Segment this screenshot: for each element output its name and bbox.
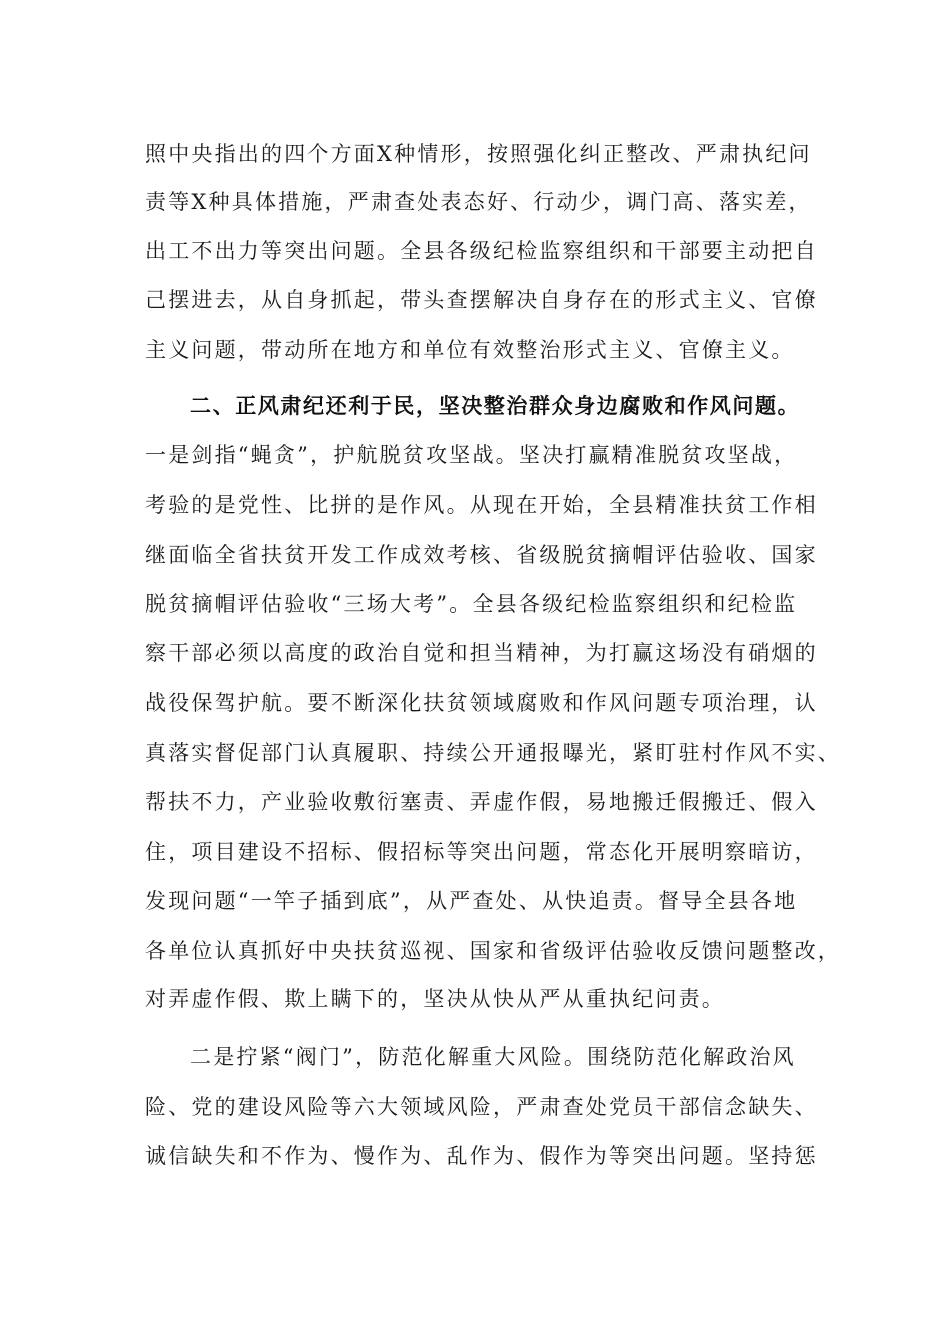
paragraph-line: 照中央指出的四个方面X种情形，按照强化纠正整改、严肃执纪问 bbox=[145, 142, 812, 166]
paragraph-line: 察干部必须以高度的政治自觉和担当精神，为打赢这场没有硝烟的 bbox=[145, 641, 818, 665]
section-heading: 二、正风肃纪还利于民，坚决整治群众身边腐败和作风问题。 bbox=[190, 394, 801, 418]
paragraph-line: 己摆进去，从自身抓起，带头查摆解决自身存在的形式主义、官僚 bbox=[145, 288, 818, 312]
paragraph-line: 继面临全省扶贫开发工作成效考核、省级脱贫摘帽评估验收、国家 bbox=[145, 543, 818, 567]
paragraph-line: 住，项目建设不招标、假招标等突出问题，常态化开展明察暗访， bbox=[145, 840, 818, 864]
paragraph-line: 二是拧紧“阀门”，防范化解重大风险。围绕防范化解政治风 bbox=[190, 1045, 796, 1069]
paragraph-line: 各单位认真抓好中央扶贫巡视、国家和省级评估验收反馈问题整改， bbox=[145, 939, 841, 963]
paragraph-line: 一是剑指“蝇贪”，护航脱贫攻坚战。坚决打赢精准脱贫攻坚战， bbox=[145, 443, 798, 467]
paragraph-line: 帮扶不力，产业验收敷衍塞责、弄虚作假，易地搬迁假搬迁、假入 bbox=[145, 790, 818, 814]
paragraph-line: 发现问题“一竿子插到底”，从严查处、从快追责。督导全县各地 bbox=[145, 889, 798, 913]
paragraph-line: 险、党的建设风险等六大领域风险，严肃查处党员干部信念缺失、 bbox=[145, 1095, 818, 1119]
paragraph-line: 出工不出力等突出问题。全县各级纪检监察组织和干部要主动把自 bbox=[145, 239, 818, 263]
paragraph-line: 诚信缺失和不作为、慢作为、乱作为、假作为等突出问题。坚持惩 bbox=[145, 1144, 818, 1168]
paragraph-line: 考验的是党性、比拼的是作风。从现在开始，全县精准扶贫工作相 bbox=[145, 493, 818, 517]
paragraph-line: 战役保驾护航。要不断深化扶贫领域腐败和作风问题专项治理，认 bbox=[145, 691, 818, 715]
paragraph-line: 真落实督促部门认真履职、持续公开通报曝光，紧盯驻村作风不实、 bbox=[145, 741, 841, 765]
paragraph-line: 责等X种具体措施，严肃查处表态好、行动少，调门高、落实差， bbox=[145, 190, 812, 214]
paragraph-line: 脱贫摘帽评估验收“三场大考”。全县各级纪检监察组织和纪检监 bbox=[145, 592, 798, 616]
paragraph-line: 对弄虚作假、欺上瞒下的，坚决从快从严从重执纪问责。 bbox=[145, 987, 725, 1011]
paragraph-line: 主义问题，带动所在地方和单位有效整治形式主义、官僚主义。 bbox=[145, 338, 795, 362]
